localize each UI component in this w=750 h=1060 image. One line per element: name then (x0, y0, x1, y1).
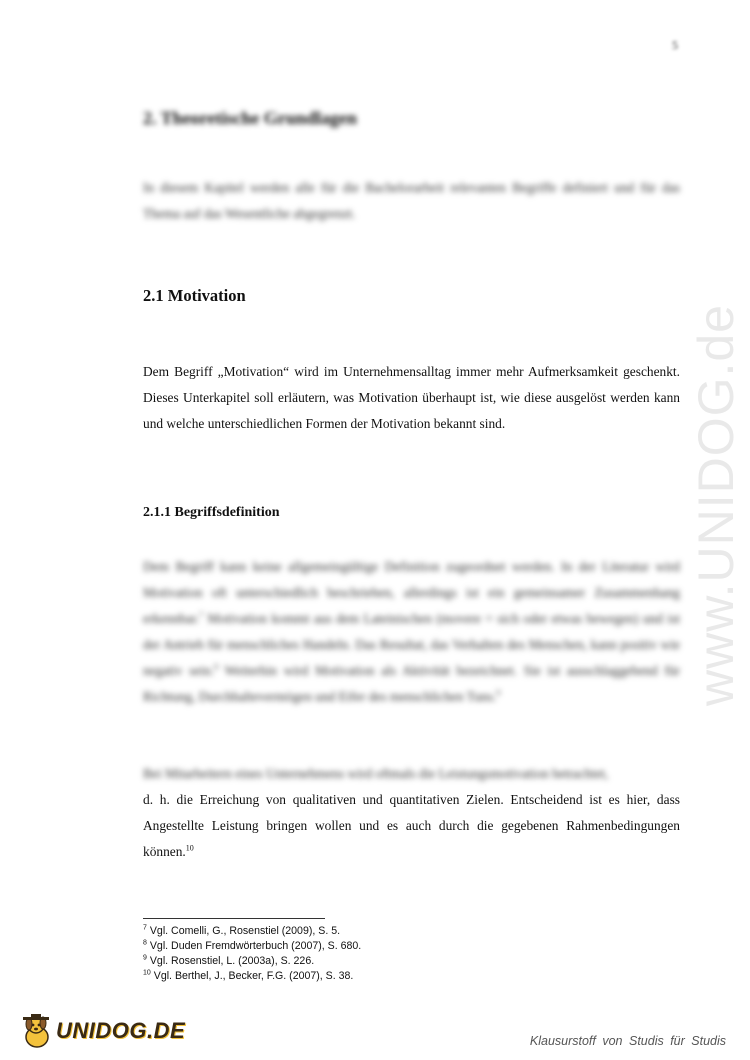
footnote-10 (143, 969, 361, 984)
chapter-intro: In diesem Kapitel werden alle für die Bachelorarbeit relevanten Begriffe definiert und für das Thema auf das Wesentliche abgegrenzt. (143, 180, 680, 221)
dog-mascot-icon (20, 1013, 54, 1049)
section-motivation-text: Dem Begriff „Motivation“ wird im Unternehmensalltag immer mehr Aufmerksamkeit geschenkt. Dieses Unterkapitel soll erläutern, was Motivation überhaupt ist, wie diese ausgelöst werden kann und welche unterschiedlichen Formen der Motivation bekannt sind. (143, 364, 680, 431)
footnote-ref-10: 10 (185, 843, 194, 853)
footnote-separator (143, 918, 325, 919)
definition-text-part-1: Dem Begriff kann keine allgemeingültige Definition zugeordnet werden. In der Literatur wird Motivation oft unterschiedlich beschrieben, allerdings ist ein gemeinsamer Zusammenhang erkennbar. (143, 559, 680, 626)
chapter-heading: 2. Theoretische Grundlagen (143, 108, 357, 128)
footnote-text: Vgl. Duden Fremdwörterbuch (2007), S. 680. (149, 940, 362, 952)
section-definition-text (143, 554, 680, 710)
footnote-9 (143, 954, 361, 969)
footnote-text: Vgl. Rosenstiel, L. (2003a), S. 226. (149, 955, 315, 967)
definition-text-part-2: Motivation kommt aus dem Lateinischen (movere = sich oder etwas bewegen) und ist der Antrieb für menschliches Handeln. Das Resultat, das Verhalten des Menschen, kann positiv wie negativ sein. (143, 611, 680, 678)
footnote-ref-7: 7 (199, 610, 204, 620)
footnote-num: 9 (143, 954, 147, 962)
section-motivation-heading: 2.1 Motivation (143, 286, 246, 305)
section-definition-heading: 2.1.1 Begriffsdefinition (143, 505, 280, 520)
staff-text-visible: d. h. die Erreichung von qualitativen und quantitativen Zielen. Entscheidend ist es hier, dass Angestellte Leistung bringen wollen und es auch durch die gegebenen Rahmenbedingungen können. (143, 792, 680, 859)
footnote-8 (143, 939, 361, 954)
definition-text-part-3: Weiterhin wird Motivation als Aktivität bezeichnet. Sie ist ausschlaggebend für Richtung, Durchhaltevermögen und Eifer des menschlichen Tuns. (143, 663, 680, 704)
footnote-ref-9: 9 (496, 688, 501, 698)
unidog-logo (20, 1013, 185, 1049)
footnote-text: Vgl. Berthel, J., Becker, F.G. (2007), S. 38. (153, 970, 354, 982)
footnote-7 (143, 924, 361, 939)
staff-text-blurred: Bei Mitarbeitern eines Unternehmens wird oftmals die Leistungsmotivation betrachtet, (143, 766, 609, 781)
footnote-num: 8 (143, 939, 147, 947)
footnotes (143, 924, 361, 984)
unidog-claim: Klausurstoff von Studis für Studis (529, 1034, 726, 1048)
footnote-ref-8: 8 (214, 662, 219, 672)
page-number: 5 (672, 38, 678, 52)
staff-motivation-paragraph (143, 761, 680, 865)
footnote-num: 7 (143, 924, 147, 932)
unidog-logo-text: UNIDOG.DE (56, 1018, 186, 1043)
footnote-text: Vgl. Comelli, G., Rosenstiel (2009), S. 5. (149, 925, 341, 937)
footnote-num: 10 (143, 969, 151, 977)
unidog-watermark: www.UNIDOG.de (688, 304, 744, 706)
